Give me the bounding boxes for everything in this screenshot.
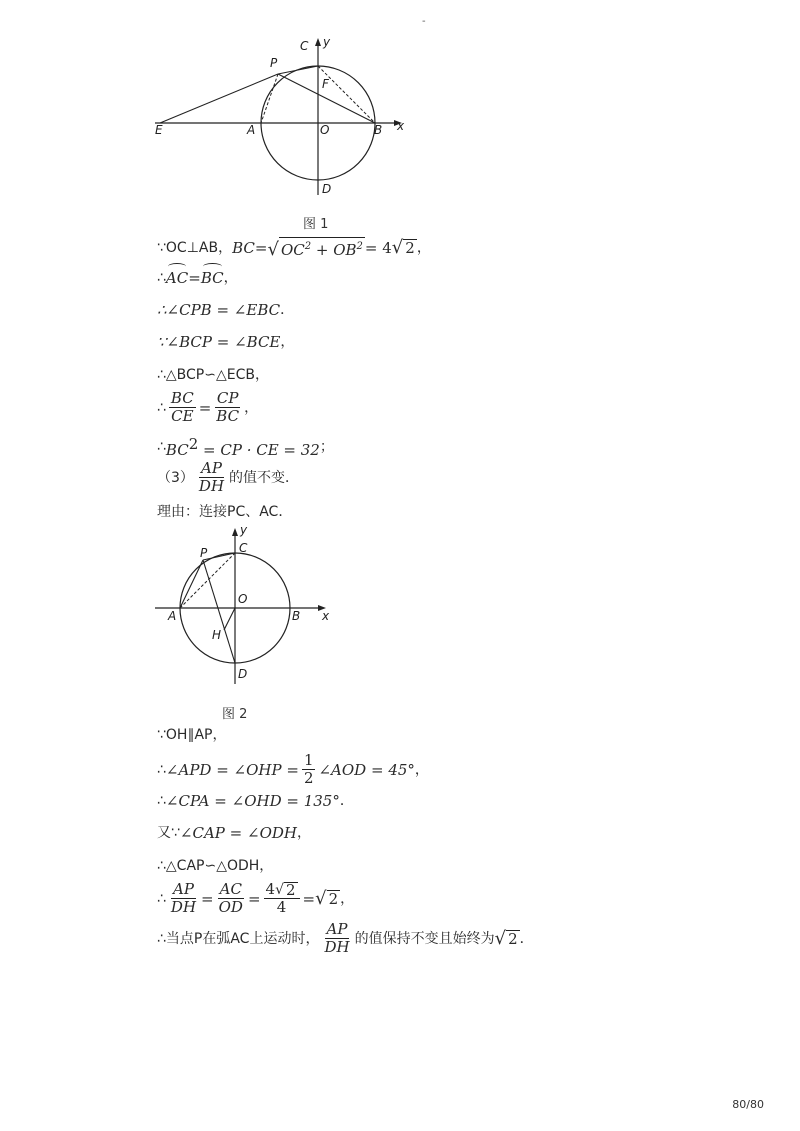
fig2-label-x: x xyxy=(322,609,330,623)
fig2-y-arrow xyxy=(232,528,238,536)
figure-2 xyxy=(150,524,340,694)
fig1-label-B: B xyxy=(374,123,383,137)
fig2-line-OH xyxy=(224,608,235,630)
fig2-label-D: D xyxy=(238,667,248,681)
fig1-y-arrow xyxy=(315,38,321,46)
line-10: ∵OH∥AP， xyxy=(157,727,227,743)
line-13: 又∵ ∠CAP = ∠ODH ， xyxy=(157,824,311,842)
fig1-label-P: P xyxy=(270,56,278,70)
fig1-label-x: x xyxy=(397,119,405,133)
line-3: ∴∠CPB = ∠EBC ． xyxy=(157,301,295,319)
fig1-label-A: A xyxy=(247,123,256,137)
line-5: ∴△BCP∽△ECB， xyxy=(157,367,269,383)
page-number: 80/80 xyxy=(732,1098,764,1111)
figure-1-caption: 图 1 xyxy=(303,217,329,232)
fig1-label-C: C xyxy=(300,39,309,53)
fig2-dash-AC xyxy=(180,553,235,608)
line-8: （3） $\frac{AP}{DH}$ 的值不变． xyxy=(157,459,300,495)
line-15: ∴ $\frac{AP}{DH}$ = $\frac{AC}{OD}$ = 4 √ 2 4 = √ 2 ， xyxy=(157,880,355,916)
fig2-label-C: C xyxy=(239,541,248,555)
line-9: 理由：连接PC、AC． xyxy=(157,504,293,520)
fig1-label-F: F xyxy=(322,77,329,91)
line-2: ∴ AC = BC ， xyxy=(157,269,238,287)
line-1: ∵OC⊥AB， BC = √ $OC^2 + OB^2$ = 4 √ 2 ， xyxy=(157,237,431,260)
fig2-line-PC xyxy=(203,553,235,560)
line-12: ∴ ∠CPA = ∠OHD = 135° ． xyxy=(157,792,354,810)
figure-1 xyxy=(140,30,430,205)
line-4: ∵∠BCP = ∠BCE ， xyxy=(157,333,295,351)
line-14: ∴△CAP∽△ODH， xyxy=(157,858,274,874)
fig2-label-H: H xyxy=(212,628,222,642)
fig1-label-E: E xyxy=(155,123,163,137)
figure-2-caption: 图 2 xyxy=(222,707,248,722)
fig1-line-PC xyxy=(278,66,318,74)
fig2-line-PD xyxy=(203,560,235,663)
fig2-label-B: B xyxy=(292,609,301,623)
top-mark: - xyxy=(422,16,426,27)
line-6: ∴ $\frac{BC}{CE}$ = $\frac{CP}{BC}$ ， xyxy=(157,389,259,425)
fig2-label-y: y xyxy=(240,524,248,537)
fig2-label-O: O xyxy=(238,592,248,606)
line-16: ∴当点P在弧AC上运动时， $\frac{AP}{DH}$ 的值保持不变且始终为 √ 2 ． xyxy=(157,920,534,956)
fig1-label-O: O xyxy=(320,123,330,137)
fig2-line-AP xyxy=(180,560,203,608)
fig1-label-y: y xyxy=(323,35,331,49)
fig1-line-EP xyxy=(160,74,278,123)
fig2-label-P: P xyxy=(200,546,208,560)
line-11: ∴ ∠APD = ∠OHP = $\frac{1}{2}$ ∠AOD = 45° ， xyxy=(157,751,429,787)
line-7: ∴ $BC^2$ = CP · CE = 32 ； xyxy=(157,435,334,459)
fig2-label-A: A xyxy=(168,609,177,623)
fig1-dash-CB xyxy=(318,66,375,123)
fig1-dash-PA xyxy=(261,74,278,123)
fig1-label-D: D xyxy=(322,182,332,196)
